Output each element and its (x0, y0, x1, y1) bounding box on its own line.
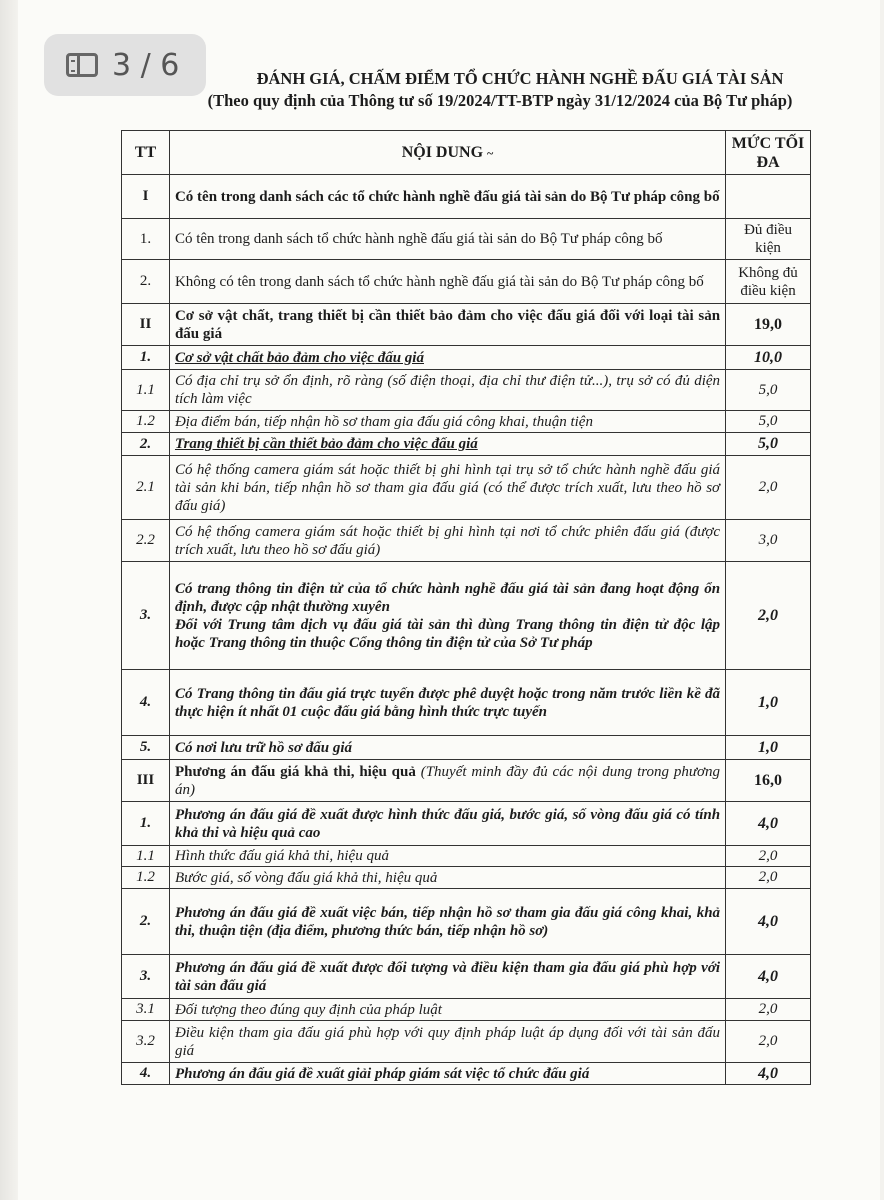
row-score: 5,0 (726, 411, 811, 433)
table-row (122, 802, 811, 846)
row-score: 2,0 (726, 867, 811, 889)
row-score: 2,0 (726, 456, 811, 520)
row-score: 2,0 (726, 562, 811, 670)
row-content-note: (Thuyết minh đầy đủ các nội dung trong phương án) (174, 763, 721, 798)
row-content-text: Trang thiết bị cần thiết bảo đảm cho việc đấu giá (174, 436, 478, 452)
scoring-table (121, 130, 811, 1085)
table-row (122, 370, 811, 411)
row-content: Có địa chỉ trụ sở ổn định, rõ ràng (số điện thoại, địa chỉ thư điện tử...), trụ sở có đủ diện tích làm việc (169, 370, 725, 411)
thumbnails-icon[interactable] (66, 53, 98, 77)
header-max-score: MỨC TỐI ĐA (726, 131, 811, 175)
row-content: Không có tên trong danh sách tổ chức hành nghề đấu giá tài sản do Bộ Tư pháp công bố (169, 260, 725, 304)
row-tt: III (122, 760, 170, 802)
row-tt: 4. (122, 670, 170, 736)
row-content: Cơ sở vật chất, trang thiết bị cần thiết bảo đảm cho việc đấu giá đối với loại tài sản đấu giá (169, 304, 725, 346)
row-tt: 2. (122, 260, 170, 304)
row-content (169, 562, 725, 670)
document-title (150, 68, 850, 112)
table-row (122, 433, 811, 456)
row-tt: 1.2 (122, 867, 170, 889)
row-tt: 2.2 (122, 520, 170, 562)
row-score: 10,0 (726, 346, 811, 370)
row-content: Có tên trong danh sách các tổ chức hành nghề đấu giá tài sản do Bộ Tư pháp công bố (169, 175, 725, 219)
row-tt: 2. (122, 889, 170, 955)
row-content-text: Có trang thông tin điện tử của tổ chức hành nghề đấu giá tài sản đang hoạt động ổn định, được cập nhật thường xuyên (174, 580, 721, 615)
row-score: 5,0 (726, 433, 811, 456)
title-line-2: (Theo quy định của Thông tư số 19/2024/TT-BTP ngày 31/12/2024 của Bộ Tư pháp) (207, 91, 793, 110)
row-tt: 3. (122, 562, 170, 670)
row-content (169, 346, 725, 370)
row-content: Phương án đấu giá đề xuất việc bán, tiếp nhận hồ sơ tham gia đấu giá công khai, khả thi, thuận tiện (địa điểm, phương thức bán, tiếp nhận hồ sơ) (169, 889, 725, 955)
header-content-label: NỘI DUNG (401, 143, 484, 161)
row-content: Phương án đấu giá đề xuất được hình thức đấu giá, bước giá, số vòng đấu giá có tính khả thi và hiệu quả cao (169, 802, 725, 846)
row-content: Bước giá, số vòng đấu giá khả thi, hiệu quả (169, 867, 725, 889)
row-score: 16,0 (726, 760, 811, 802)
table-row (122, 867, 811, 889)
row-content: Có nơi lưu trữ hồ sơ đấu giá (169, 736, 725, 760)
row-score: 5,0 (726, 370, 811, 411)
row-score: 1,0 (726, 670, 811, 736)
row-score: Đủ điều kiện (726, 219, 811, 260)
row-tt: 4. (122, 1063, 170, 1085)
row-tt: II (122, 304, 170, 346)
row-content: Có tên trong danh sách tổ chức hành nghề đấu giá tài sản do Bộ Tư pháp công bố (169, 219, 725, 260)
row-content: Điều kiện tham gia đấu giá phù hợp với quy định pháp luật áp dụng đối với tài sản đấu giá (169, 1021, 725, 1063)
row-tt: 1.2 (122, 411, 170, 433)
table-header-row (122, 131, 811, 175)
row-score: 2,0 (726, 846, 811, 867)
row-content-text: Phương án đấu giá khả thi, hiệu quả (174, 763, 416, 780)
page-indicator[interactable] (44, 34, 206, 96)
row-content: Có Trang thông tin đấu giá trực tuyến được phê duyệt hoặc trong năm trước liền kề đã thực hiện ít nhất 01 cuộc đấu giá bằng hình thức trực tuyến (169, 670, 725, 736)
row-content: Có hệ thống camera giám sát hoặc thiết bị ghi hình tại nơi tổ chức phiên đấu giá (được trích xuất, lưu theo hồ sơ đấu giá) (169, 520, 725, 562)
row-content: Có hệ thống camera giám sát hoặc thiết bị ghi hình tại trụ sở tổ chức hành nghề đấu giá tài sản khi bán, tiếp nhận hồ sơ tham gia đấu giá (có thể được trích xuất, lưu theo hồ sơ đấu giá) (169, 456, 725, 520)
row-tt: I (122, 175, 170, 219)
row-content-text-2: Đối với Trung tâm dịch vụ đấu giá tài sản thì dùng Trang thông tin điện tử độc lập hoặc Trang thông tin thuộc Cổng thông tin điện tử của Sở Tư pháp (174, 616, 721, 651)
row-content: Phương án đấu giá đề xuất được đối tượng và điều kiện tham gia đấu giá phù hợp với tài sản đấu giá (169, 955, 725, 999)
row-score: 4,0 (726, 802, 811, 846)
row-score: 1,0 (726, 736, 811, 760)
table-row (122, 670, 811, 736)
table-row (122, 1063, 811, 1085)
table-row (122, 736, 811, 760)
table-row (122, 760, 811, 802)
row-content: Phương án đấu giá đề xuất giải pháp giám sát việc tổ chức đấu giá (169, 1063, 725, 1085)
row-tt: 1.1 (122, 370, 170, 411)
row-score: 2,0 (726, 1021, 811, 1063)
row-tt: 3.1 (122, 999, 170, 1021)
row-content (169, 760, 725, 802)
page-edge (0, 0, 18, 1200)
page-indicator-text: 3 / 6 (112, 47, 180, 83)
table-row (122, 520, 811, 562)
row-score: 4,0 (726, 955, 811, 999)
row-score: 4,0 (726, 889, 811, 955)
table-row (122, 999, 811, 1021)
title-line-1: ĐÁNH GIÁ, CHẤM ĐIỂM TỔ CHỨC HÀNH NGHỀ ĐẤU GIÁ TÀI SẢN (256, 69, 784, 88)
table-row (122, 411, 811, 433)
row-tt: 2. (122, 433, 170, 456)
table-row (122, 562, 811, 670)
row-tt: 2.1 (122, 456, 170, 520)
row-content: Địa điểm bán, tiếp nhận hồ sơ tham gia đấu giá công khai, thuận tiện (169, 411, 725, 433)
table-row (122, 955, 811, 999)
table-row (122, 219, 811, 260)
table-row (122, 1021, 811, 1063)
table-row (122, 346, 811, 370)
table-row (122, 304, 811, 346)
row-tt: 1.1 (122, 846, 170, 867)
table-row (122, 456, 811, 520)
row-score: 3,0 (726, 520, 811, 562)
table-row (122, 846, 811, 867)
row-content: Đối tượng theo đúng quy định của pháp luật (169, 999, 725, 1021)
row-score: 19,0 (726, 304, 811, 346)
row-score: 2,0 (726, 999, 811, 1021)
row-score: 4,0 (726, 1063, 811, 1085)
row-score: Không đủ điều kiện (726, 260, 811, 304)
row-content (169, 433, 725, 456)
row-score (726, 175, 811, 219)
header-tt: TT (122, 131, 170, 175)
row-tt: 3.2 (122, 1021, 170, 1063)
row-tt: 3. (122, 955, 170, 999)
row-tt: 5. (122, 736, 170, 760)
row-tt: 1. (122, 346, 170, 370)
table-row (122, 889, 811, 955)
header-content: NỘI DUNG ~ (169, 131, 725, 175)
table-row (122, 175, 811, 219)
row-content-text: Cơ sở vật chất bảo đảm cho việc đấu giá (174, 349, 424, 366)
row-content: Hình thức đấu giá khả thi, hiệu quả (169, 846, 725, 867)
row-tt: 1. (122, 219, 170, 260)
row-tt: 1. (122, 802, 170, 846)
table-row (122, 260, 811, 304)
